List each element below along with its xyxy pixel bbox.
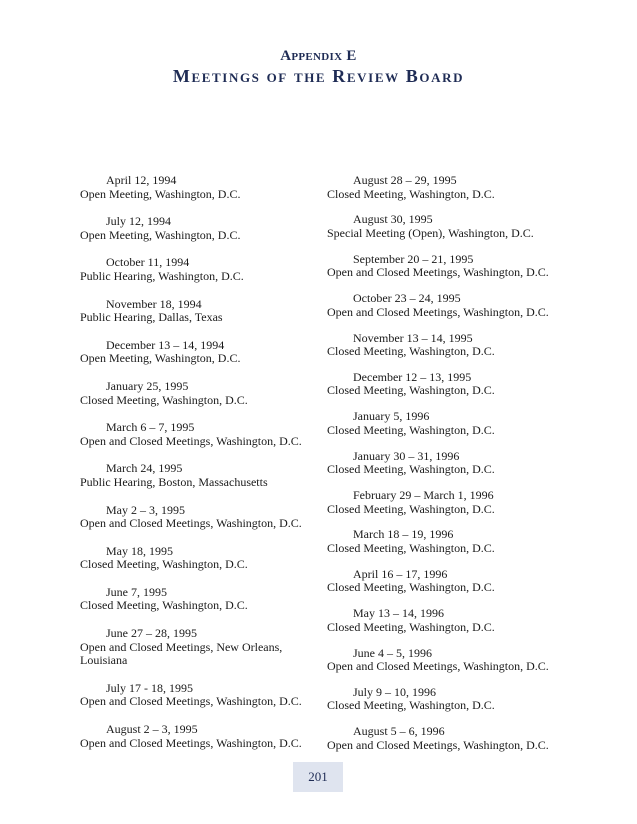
meeting-entry — [80, 174, 325, 201]
meeting-entry — [80, 298, 325, 325]
meeting-date: December 12 – 13, 1995 — [353, 369, 472, 384]
meeting-entry — [327, 725, 597, 752]
meeting-type: Closed Meeting, Washington, D.C. — [327, 580, 495, 595]
meeting-type: Open and Closed Meetings, Washington, D.C. — [327, 659, 549, 674]
meeting-entry — [80, 545, 325, 572]
meeting-date: November 13 – 14, 1995 — [353, 330, 473, 345]
meeting-date: October 11, 1994 — [106, 255, 190, 270]
meeting-date: November 18, 1994 — [106, 296, 202, 311]
meeting-type: Closed Meeting, Washington, D.C. — [80, 598, 248, 613]
meeting-entry — [327, 686, 597, 713]
meeting-entry — [327, 371, 597, 398]
meeting-type: Closed Meeting, Washington, D.C. — [327, 344, 495, 359]
meeting-entry — [327, 450, 597, 477]
meeting-type: Public Hearing, Boston, Massachusetts — [80, 474, 268, 489]
page-header — [0, 47, 637, 87]
meeting-entry — [327, 647, 597, 674]
meeting-date: February 29 – March 1, 1996 — [353, 488, 494, 502]
meeting-date: January 30 – 31, 1996 — [353, 448, 460, 463]
meeting-entry — [80, 256, 325, 283]
meeting-type: Open and Closed Meetings, New Orleans, Louisiana — [80, 639, 283, 668]
meeting-entry — [327, 607, 597, 634]
meeting-type: Open Meeting, Washington, D.C. — [80, 186, 241, 201]
meeting-type: Closed Meeting, Washington, D.C. — [327, 186, 495, 201]
meeting-entry — [327, 489, 597, 516]
meeting-entry — [327, 174, 597, 201]
meeting-date: August 28 – 29, 1995 — [353, 173, 457, 187]
meeting-entry — [80, 339, 325, 366]
meeting-type: Special Meeting (Open), Washington, D.C. — [327, 225, 534, 240]
meeting-entry — [80, 723, 325, 750]
meeting-entry — [327, 332, 597, 359]
meeting-type: Closed Meeting, Washington, D.C. — [80, 392, 248, 407]
meeting-type: Open and Closed Meetings, Washington, D.C. — [327, 737, 549, 752]
meeting-entry — [80, 215, 325, 242]
meeting-date: June 7, 1995 — [106, 584, 167, 599]
meeting-date: August 30, 1995 — [353, 212, 433, 227]
meeting-date: April 12, 1994 — [106, 173, 177, 187]
meeting-date: August 2 – 3, 1995 — [106, 722, 198, 737]
meeting-type: Open and Closed Meetings, Washington, D.C. — [80, 433, 302, 448]
meeting-type: Open Meeting, Washington, D.C. — [80, 227, 241, 242]
meeting-type: Open and Closed Meetings, Washington, D.C. — [327, 304, 549, 319]
meeting-date: July 9 – 10, 1996 — [353, 684, 437, 699]
meeting-type: Public Hearing, Washington, D.C. — [80, 268, 244, 283]
meeting-type: Closed Meeting, Washington, D.C. — [327, 501, 495, 516]
meeting-date: January 5, 1996 — [353, 409, 430, 424]
page-number: 201 — [293, 762, 343, 792]
meeting-date: May 13 – 14, 1996 — [353, 606, 444, 621]
meeting-entry — [80, 682, 325, 709]
meeting-entry — [327, 410, 597, 437]
meeting-date: July 17 - 18, 1995 — [106, 680, 193, 695]
meeting-type: Open and Closed Meetings, Washington, D.C. — [327, 265, 549, 280]
meeting-entry — [327, 292, 597, 319]
meeting-date: September 20 – 21, 1995 — [353, 251, 474, 266]
meetings-right-column — [327, 174, 597, 765]
meeting-type: Open and Closed Meetings, Washington, D.C. — [80, 735, 302, 750]
meeting-date: May 2 – 3, 1995 — [106, 502, 185, 517]
meeting-entry — [327, 568, 597, 595]
meeting-date: March 18 – 19, 1996 — [353, 527, 454, 542]
meeting-entry — [327, 253, 597, 280]
meeting-date: January 25, 1995 — [106, 378, 189, 393]
meeting-date: June 27 – 28, 1995 — [106, 626, 197, 641]
appendix-label: Appendix E — [280, 48, 357, 64]
meeting-date: June 4 – 5, 1996 — [353, 645, 432, 660]
meeting-date: October 23 – 24, 1995 — [353, 291, 461, 306]
meeting-date: March 24, 1995 — [106, 461, 183, 476]
meeting-entry — [327, 528, 597, 555]
meeting-entry — [80, 586, 325, 613]
meeting-type: Closed Meeting, Washington, D.C. — [327, 383, 495, 398]
meeting-entry — [80, 627, 325, 668]
meeting-date: July 12, 1994 — [106, 214, 172, 229]
meeting-entry — [80, 504, 325, 531]
meeting-type: Open and Closed Meetings, Washington, D.C. — [80, 516, 302, 531]
meeting-type: Closed Meeting, Washington, D.C. — [327, 619, 495, 634]
meeting-type: Closed Meeting, Washington, D.C. — [327, 422, 495, 437]
meeting-type: Public Hearing, Dallas, Texas — [80, 310, 223, 325]
meeting-type: Closed Meeting, Washington, D.C. — [80, 557, 248, 572]
meeting-date: March 6 – 7, 1995 — [106, 420, 195, 435]
meeting-type: Open Meeting, Washington, D.C. — [80, 351, 241, 366]
meetings-left-column — [80, 174, 325, 764]
meeting-type: Open and Closed Meetings, Washington, D.C. — [80, 694, 302, 709]
meeting-date: December 13 – 14, 1994 — [106, 337, 225, 352]
meeting-entry — [80, 380, 325, 407]
meeting-type: Closed Meeting, Washington, D.C. — [327, 462, 495, 477]
meeting-date: April 16 – 17, 1996 — [353, 566, 448, 581]
meeting-type: Closed Meeting, Washington, D.C. — [327, 540, 495, 555]
meeting-type: Closed Meeting, Washington, D.C. — [327, 698, 495, 713]
page-title: Meetings of the Review Board — [172, 66, 465, 86]
meeting-date: August 5 – 6, 1996 — [353, 724, 445, 739]
meeting-date: May 18, 1995 — [106, 543, 173, 558]
meeting-entry — [327, 213, 597, 240]
meeting-entry — [80, 421, 325, 448]
meeting-entry — [80, 462, 325, 489]
